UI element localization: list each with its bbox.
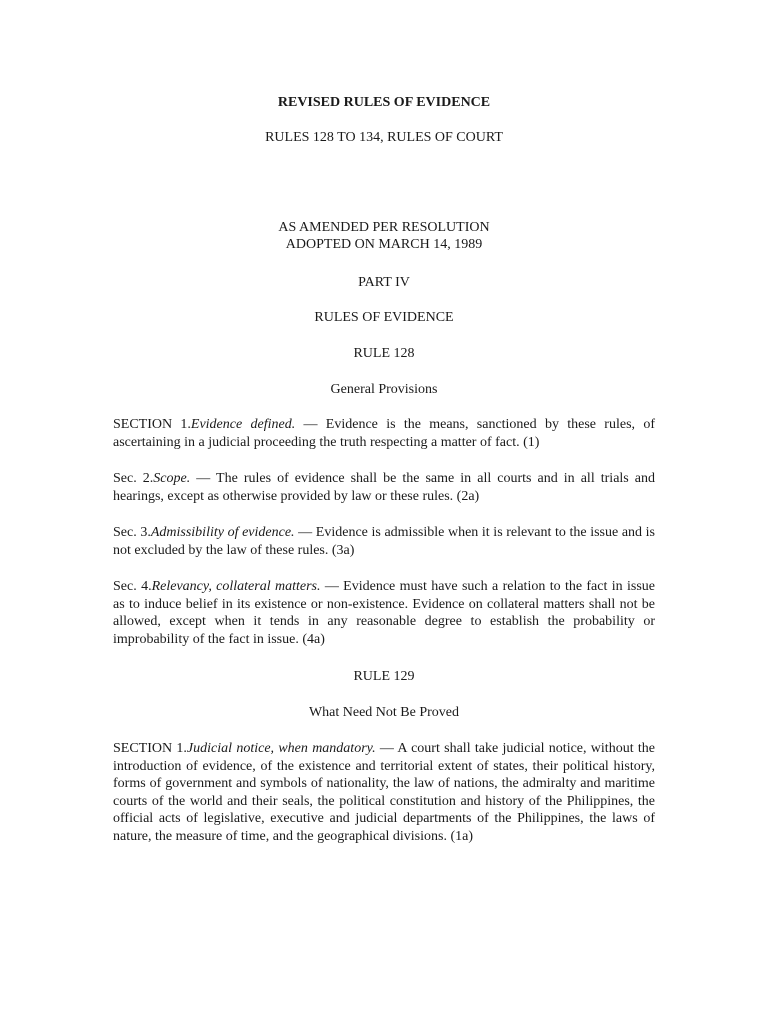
document-title: REVISED RULES OF EVIDENCE xyxy=(277,95,491,110)
rule-128-section-3: Sec. 3.Admissibility of evidence. — Evidence is admissible when it is relevant to the issue and is not excluded by the law of these rules. (3a) xyxy=(113,525,655,558)
rule-128-heading: RULE 128 xyxy=(353,346,415,361)
rule-128-section-4: Sec. 4.Relevancy, collateral matters. — Evidence must have such a relation to the fact in issue as to induce belief in its existence or non-existence. Evidence on collateral matters shall not be allowed, except when it tends in any reasonable degree to establish the probability or improbability of the fact in issue. (4a) xyxy=(113,579,655,647)
document-subtitle: RULES 128 TO 134, RULES OF COURT xyxy=(265,130,503,145)
rule-129-section-1: SECTION 1.Judicial notice, when mandatory. — A court shall take judicial notice, without the introduction of evidence, of the existence and territorial extent of states, their political history, forms of government and symbols of nationality, the law of nations, the admiralty and maritime courts of the world and their seals, the political constitution and history of the Philippines, the official acts of legislative, executive and judicial departments of the Philippines, the laws of nature, the measure of time, and the geographical divisions. (1a) xyxy=(113,741,655,844)
rule-129-subheading: What Need Not Be Proved xyxy=(308,705,460,720)
part-title: RULES OF EVIDENCE xyxy=(314,310,454,325)
rule-128-section-2: Sec. 2.Scope. — The rules of evidence shall be the same in all courts and in all trials and hearings, except as otherwise provided by law or these rules. (2a) xyxy=(113,471,655,504)
amended-line-2: ADOPTED ON MARCH 14, 1989 xyxy=(285,237,483,252)
rule-129-heading: RULE 129 xyxy=(353,669,415,684)
part-heading: PART IV xyxy=(358,275,410,290)
rule-128-subheading: General Provisions xyxy=(330,382,438,397)
rule-128-section-1: SECTION 1.Evidence defined. — Evidence is the means, sanctioned by these rules, of ascertaining in a judicial proceeding the truth respecting a matter of fact. (1) xyxy=(113,417,655,450)
amended-line-1: AS AMENDED PER RESOLUTION xyxy=(278,220,490,235)
